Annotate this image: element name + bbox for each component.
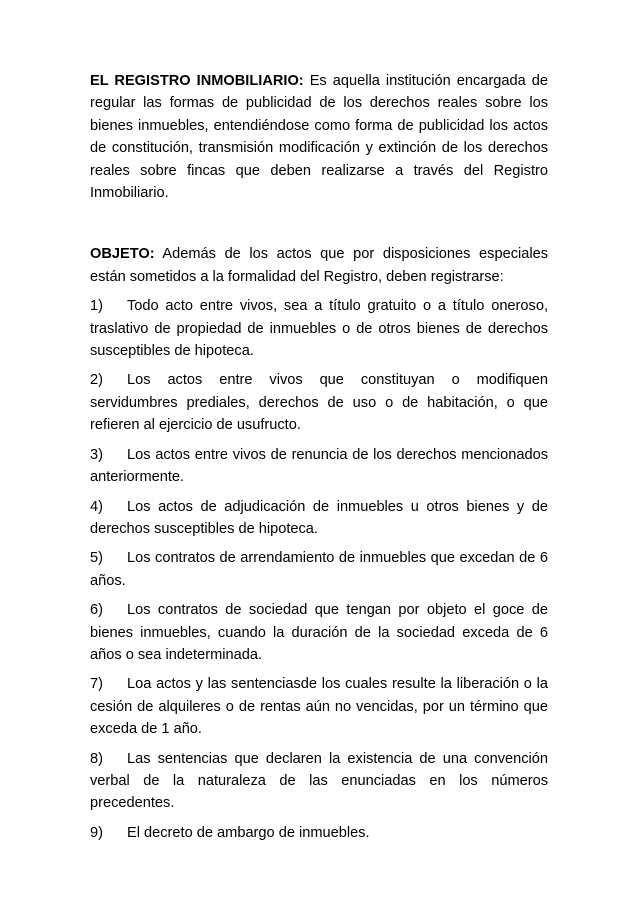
objeto-term: OBJETO: bbox=[90, 246, 155, 263]
list-item-text: Los contratos de sociedad que tengan por objeto el goce de bienes inmuebles, cuando la duración de la sociedad exceda de 6 años o sea indeterminada. bbox=[90, 602, 548, 663]
list-item-text: Loa actos y las sentenciasde los cuales resulte la liberación o la cesión de alquileres o de rentas aún no vencidas, por un término que exceda de 1 año. bbox=[90, 676, 548, 738]
list-item bbox=[90, 599, 548, 666]
list-item-number: 4) bbox=[90, 498, 103, 515]
list-item bbox=[90, 295, 548, 362]
list-item-text: Los contratos de arrendamiento de inmuebles que excedan de 6 años. bbox=[90, 550, 548, 589]
list-item-number: 6) bbox=[90, 602, 103, 619]
list-item-number: 7) bbox=[90, 676, 103, 693]
list-item-number: 3) bbox=[90, 446, 103, 463]
document-page bbox=[90, 70, 548, 851]
list-item bbox=[90, 748, 548, 815]
list-item-number: 1) bbox=[90, 298, 103, 315]
objeto-paragraph bbox=[90, 243, 548, 288]
objeto-text: Además de los actos que por disposiciones especiales están sometidos a la formalidad del Registro, deben registrarse: bbox=[90, 246, 549, 285]
list-item-text: El decreto de ambargo de inmuebles. bbox=[127, 824, 370, 841]
list-item bbox=[90, 673, 548, 740]
list-item bbox=[90, 496, 548, 541]
intro-text: Es aquella institución encargada de regular las formas de publicidad de los derechos reales sobre los bienes inmuebles, entendiéndose como forma de publicidad los actos de constitución, transmisión modificación y extinción de los derechos reales sobre fincas que deben realizarse a través del Registro Inmobiliario. bbox=[90, 73, 548, 202]
list-item-number: 8) bbox=[90, 750, 103, 767]
list-item-text: Las sentencias que declaren la existencia de una convención verbal de la naturaleza de las enunciadas en los números precedentes. bbox=[90, 750, 548, 812]
list-item-text: Los actos entre vivos que constituyan o modifiquen servidumbres prediales, derechos de uso o de habitación, o que refieren al ejercicio de usufructo. bbox=[90, 372, 548, 434]
list-item-text: Los actos entre vivos de renuncia de los derechos mencionados anteriormente. bbox=[90, 446, 548, 486]
list-item-text: Todo acto entre vivos, sea a título gratuito o a título oneroso, traslativo de propiedad de inmuebles o de otros bienes de derechos susceptibles de hipoteca. bbox=[90, 298, 548, 360]
intro-paragraph bbox=[90, 70, 548, 204]
list-item-number: 2) bbox=[90, 372, 103, 389]
list-item bbox=[90, 369, 548, 436]
section-gap bbox=[90, 204, 548, 243]
list-item-number: 5) bbox=[90, 550, 103, 567]
list-item bbox=[90, 444, 548, 489]
intro-term: EL REGISTRO INMOBILIARIO: bbox=[90, 73, 304, 89]
list-item-number: 9) bbox=[90, 824, 103, 841]
list-item bbox=[90, 547, 548, 592]
list-item-text: Los actos de adjudicación de inmuebles u otros bienes y de derechos susceptibles de hipoteca. bbox=[90, 498, 548, 537]
list-item bbox=[90, 822, 548, 844]
